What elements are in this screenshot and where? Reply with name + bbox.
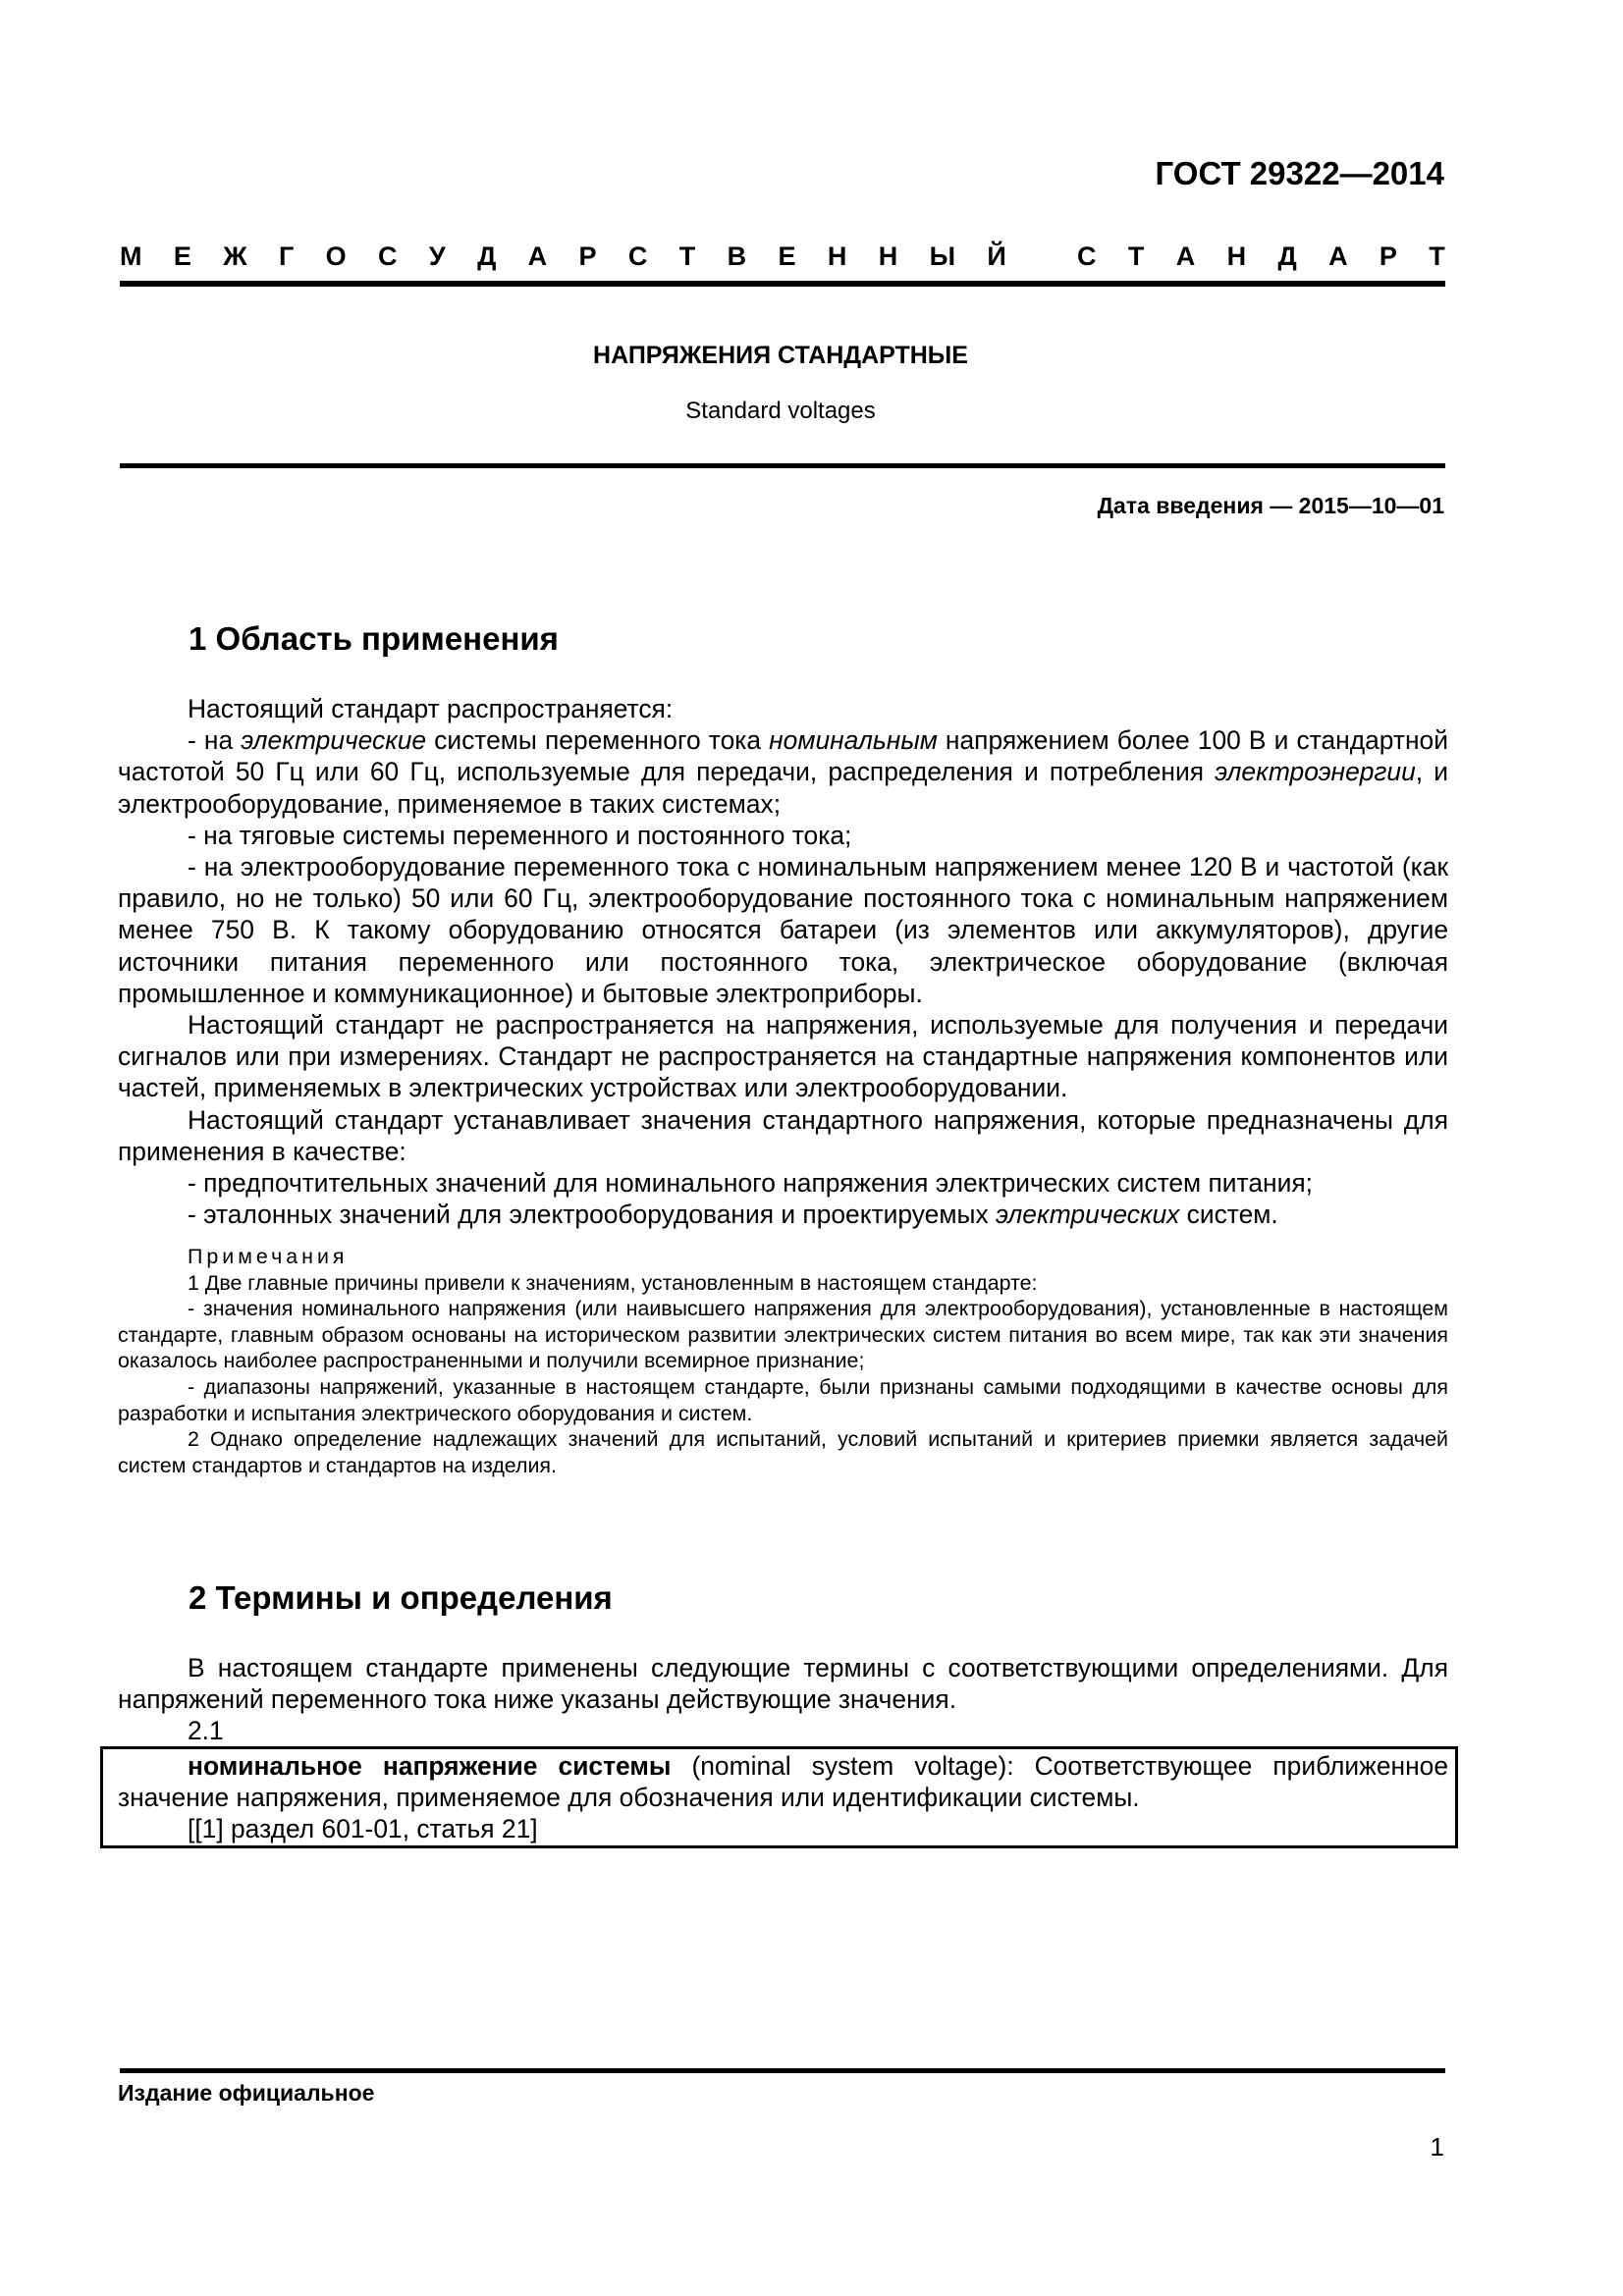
banner-letter: В [727,241,747,271]
note: - диапазоны напряжений, указанные в настоящем стандарте, были признаны самыми подходящими в качестве основы для разработки и испытания электрического оборудования и систем. [118,1374,1448,1425]
standard-title-english: Standard voltages [685,398,876,424]
banner-letter: Т [1429,241,1445,271]
banner-letter: Н [1226,241,1247,271]
banner-letter: Г [279,241,295,271]
term-number: 2.1 [188,1716,224,1746]
paragraph: - эталонных значений для электрооборудования и проектируемых электрических систем. [188,1200,1278,1230]
banner-letter: Т [678,241,696,271]
edition-label: Издание официальное [118,2080,375,2106]
title-rule [120,463,1445,468]
banner-letter: Е [173,241,191,271]
note: 2 Однако определение надлежащих значений для испытаний, условий испытаний и критериев приемки является задачей систем стандартов и стандартов на изделия. [118,1427,1448,1477]
banner-letter: Д [1277,241,1297,271]
banner-letter: Е [778,241,796,271]
page-number: 1 [1430,2132,1444,2162]
introduction-date: Дата введения — 2015—10—01 [1097,493,1444,518]
header-rule [120,281,1445,287]
standard-title: НАПРЯЖЕНИЯ СТАНДАРТНЫЕ [593,342,968,369]
banner-letter [1038,241,1046,272]
definition-paragraph [118,1750,1448,1813]
paragraph: В настоящем стандарте применены следующие термины с соответствующими определениями. Для напряжений переменного тока ниже указаны действующие значения. [118,1653,1448,1715]
banner-letter: С [1077,241,1097,271]
banner-letter: Р [578,241,597,271]
document-number: ГОСТ 29322—2014 [1155,155,1444,191]
note: 1 Две главные причины привели к значениям, установленным в настоящем стандарте: [188,1270,1038,1295]
term-reference: [[1] раздел 601-01, статья 21] [188,1814,538,1844]
paragraph: Настоящий стандарт устанавливает значения стандартного напряжения, которые предназначены для применения в качестве: [118,1104,1448,1166]
banner-letter: А [1175,241,1196,271]
paragraph: - предпочтительных значений для номинального напряжения электрических систем питания; [188,1168,1313,1199]
banner-letter: Н [827,241,847,271]
definition: (nominal system voltage): Соответствующее приближенное значение напряжения, применяемое для обозначения или идентификации системы. [118,1751,1448,1813]
section-2-body [118,1652,1448,1747]
note: - значения номинального напряжения (или наивысшего напряжения для электрооборудования), установленные в настоящем стандарте, главным образом основаны на историческом развитии электрических систем питания во всем мире, так как эти значения оказалось наиболее распространенными и получили всемирное признание; [118,1297,1448,1373]
banner-letter: М [120,241,142,271]
section-1-notes [118,1244,1448,1478]
banner-letter: Т [1127,241,1145,271]
banner-letter: О [325,241,347,271]
banner-letter: Д [477,241,497,271]
banner-letter: Р [1379,241,1397,271]
banner-letter: А [527,241,548,271]
interstate-standard-banner [120,241,1445,272]
term: номинальное напряжение системы [188,1751,672,1781]
banner-letter: Ы [929,241,956,271]
banner-letter: А [1328,241,1348,271]
banner-letter: Н [878,241,898,271]
banner-letter: Й [987,241,1006,271]
banner-letter: Ж [223,241,247,271]
notes-label: Примечания [188,1245,349,1268]
section-1-body [118,693,1448,1230]
term-definition [118,1750,1448,1845]
paragraph: - на электрические системы переменного тока номинальным напряжением более 100 В и стандартной частотой 50 Гц или 60 Гц, используемые для передачи, распределения и потребления электроэнергии, и электрооборудование, применяемое в таких системах; [118,725,1448,819]
banner-letter: С [378,241,398,271]
paragraph: - на электрооборудование переменного тока с номинальным напряжением менее 120 В и частотой (как правило, но не только) 50 или 60 Гц, электрооборудование постоянного тока с номинальным напряжением менее 750 В. К такому оборудованию относятся батареи (из элементов или аккумуляторов), другие источники питания переменного или постоянного тока, электрическое оборудование (включая промышленное и коммуникационное) и бытовые электроприборы. [118,852,1448,1008]
section-1-heading: 1 Область применения [189,620,559,657]
banner-letter: С [627,241,648,271]
paragraph: - на тяговые системы переменного и постоянного тока; [188,820,852,850]
banner-letter: У [428,241,446,271]
paragraph: Настоящий стандарт распространяется: [188,694,674,723]
footer-rule [120,2068,1445,2073]
paragraph: Настоящий стандарт не распространяется на напряжения, используемые для получения и передачи сигналов или при измерениях. Стандарт не распространяется на стандартные напряжения компонентов или частей, применяемых в электрических устройствах или электрооборудовании. [118,1010,1448,1103]
section-2-heading: 2 Термины и определения [189,1579,613,1616]
